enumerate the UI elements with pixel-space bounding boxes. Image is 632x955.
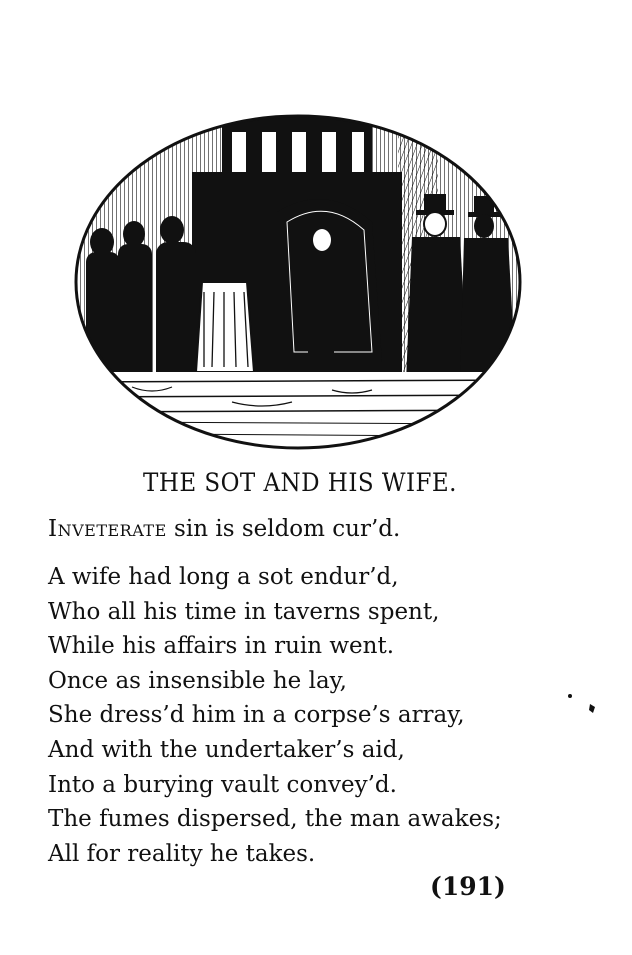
poem-line: Into a burying vault convey’d. <box>48 771 397 798</box>
poem-body <box>48 560 502 871</box>
poem-line: The fumes dispersed, the man awakes; <box>48 806 502 833</box>
poem-line: Who all his time in taverns spent, <box>48 598 440 625</box>
illustration <box>72 112 524 452</box>
moral-line <box>48 516 400 542</box>
funeral-procession-engraving-icon <box>72 112 524 452</box>
poem-line: While his affairs in ruin went. <box>48 633 395 660</box>
poem-line: And with the undertaker’s aid, <box>48 736 405 763</box>
moral-rest: sin is seldom cur’d. <box>166 516 401 542</box>
poem-title: THE SOT AND HIS WIFE. <box>143 468 457 497</box>
poem-line: All for reality he takes. <box>48 840 316 867</box>
poem-line: Once as insensible he lay, <box>48 667 347 694</box>
poem-line: A wife had long a sot endur’d, <box>48 564 399 590</box>
page-number: (191) <box>430 872 506 901</box>
ink-speck-icon <box>560 690 600 720</box>
poem-line: She dress’d him in a corpse’s array, <box>48 702 465 729</box>
moral-lead-word: Inveterate <box>48 516 167 542</box>
